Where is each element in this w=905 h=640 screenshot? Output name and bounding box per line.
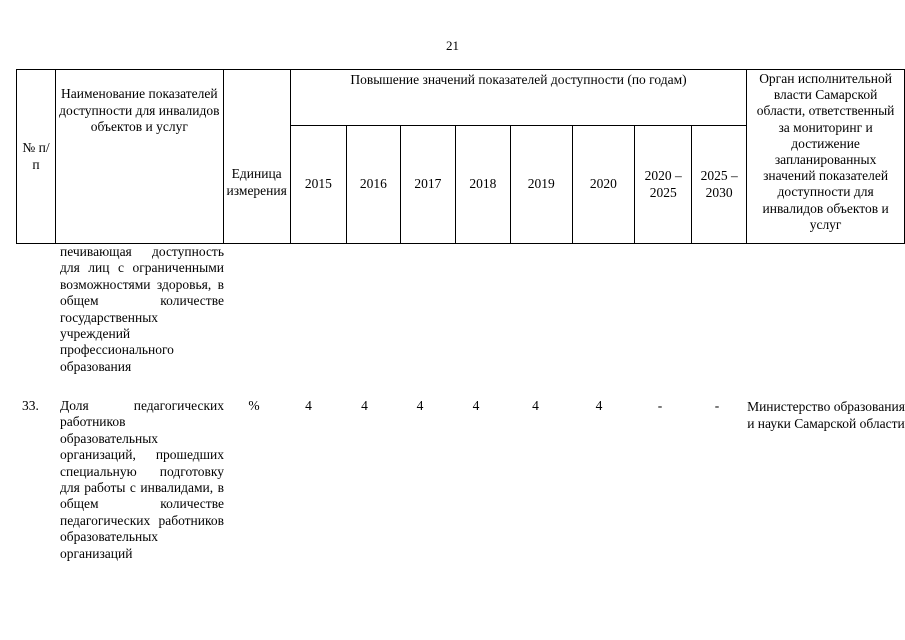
row-value-2018: 4 bbox=[472, 398, 480, 413]
header-indicator-name: Наименование показателей доступности для инвалидов объектов и услуг bbox=[56, 70, 223, 244]
header-year-2015: 2015 bbox=[290, 126, 346, 244]
row-value-2020-2025: - bbox=[657, 398, 663, 413]
header-year-2017: 2017 bbox=[400, 126, 455, 244]
header-year-2018: 2018 bbox=[455, 126, 510, 244]
row-indicator-name: Доля педагогических работников образовательных организаций, прошедших специальную подготовку для работы с инвалидами, в общем количестве педагогических работников образовательных организаций bbox=[60, 398, 224, 561]
row-number: 33. bbox=[22, 398, 39, 413]
row-authority: Министерство образования и науки Самарской области bbox=[747, 399, 905, 431]
row-value-2015: 4 bbox=[305, 398, 312, 413]
row-value-2017: 4 bbox=[416, 398, 424, 413]
header-num: № п/п bbox=[17, 70, 56, 244]
header-year-2020-2025: 2020 – 2025 bbox=[635, 126, 692, 244]
page-number: 21 bbox=[446, 38, 459, 53]
header-increase: Повышение значений показателей доступности (по годам) bbox=[290, 70, 746, 126]
row-value-2025-2030: - bbox=[714, 398, 720, 413]
indicators-table-header bbox=[16, 69, 905, 244]
continuation-text: печивающая доступность для лиц с ограниченными возможностями здоровья, в общем количестве государственных учреждений профессионального образования bbox=[60, 244, 224, 374]
header-authority: Орган исполнительной власти Самарской области, ответственный за мониторинг и достижение запланированных значений показателей доступности для инвалидов объектов и услуг bbox=[747, 70, 905, 244]
row-unit: % bbox=[248, 398, 260, 413]
row-value-2019: 4 bbox=[532, 398, 539, 413]
header-year-2020: 2020 bbox=[572, 126, 635, 244]
header-year-2019: 2019 bbox=[510, 126, 572, 244]
header-year-2025-2030: 2025 – 2030 bbox=[692, 126, 747, 244]
header-year-2016: 2016 bbox=[346, 126, 400, 244]
row-value-2016: 4 bbox=[361, 398, 368, 413]
row-value-2020: 4 bbox=[595, 398, 603, 413]
header-unit: Единица измерения bbox=[223, 70, 290, 244]
